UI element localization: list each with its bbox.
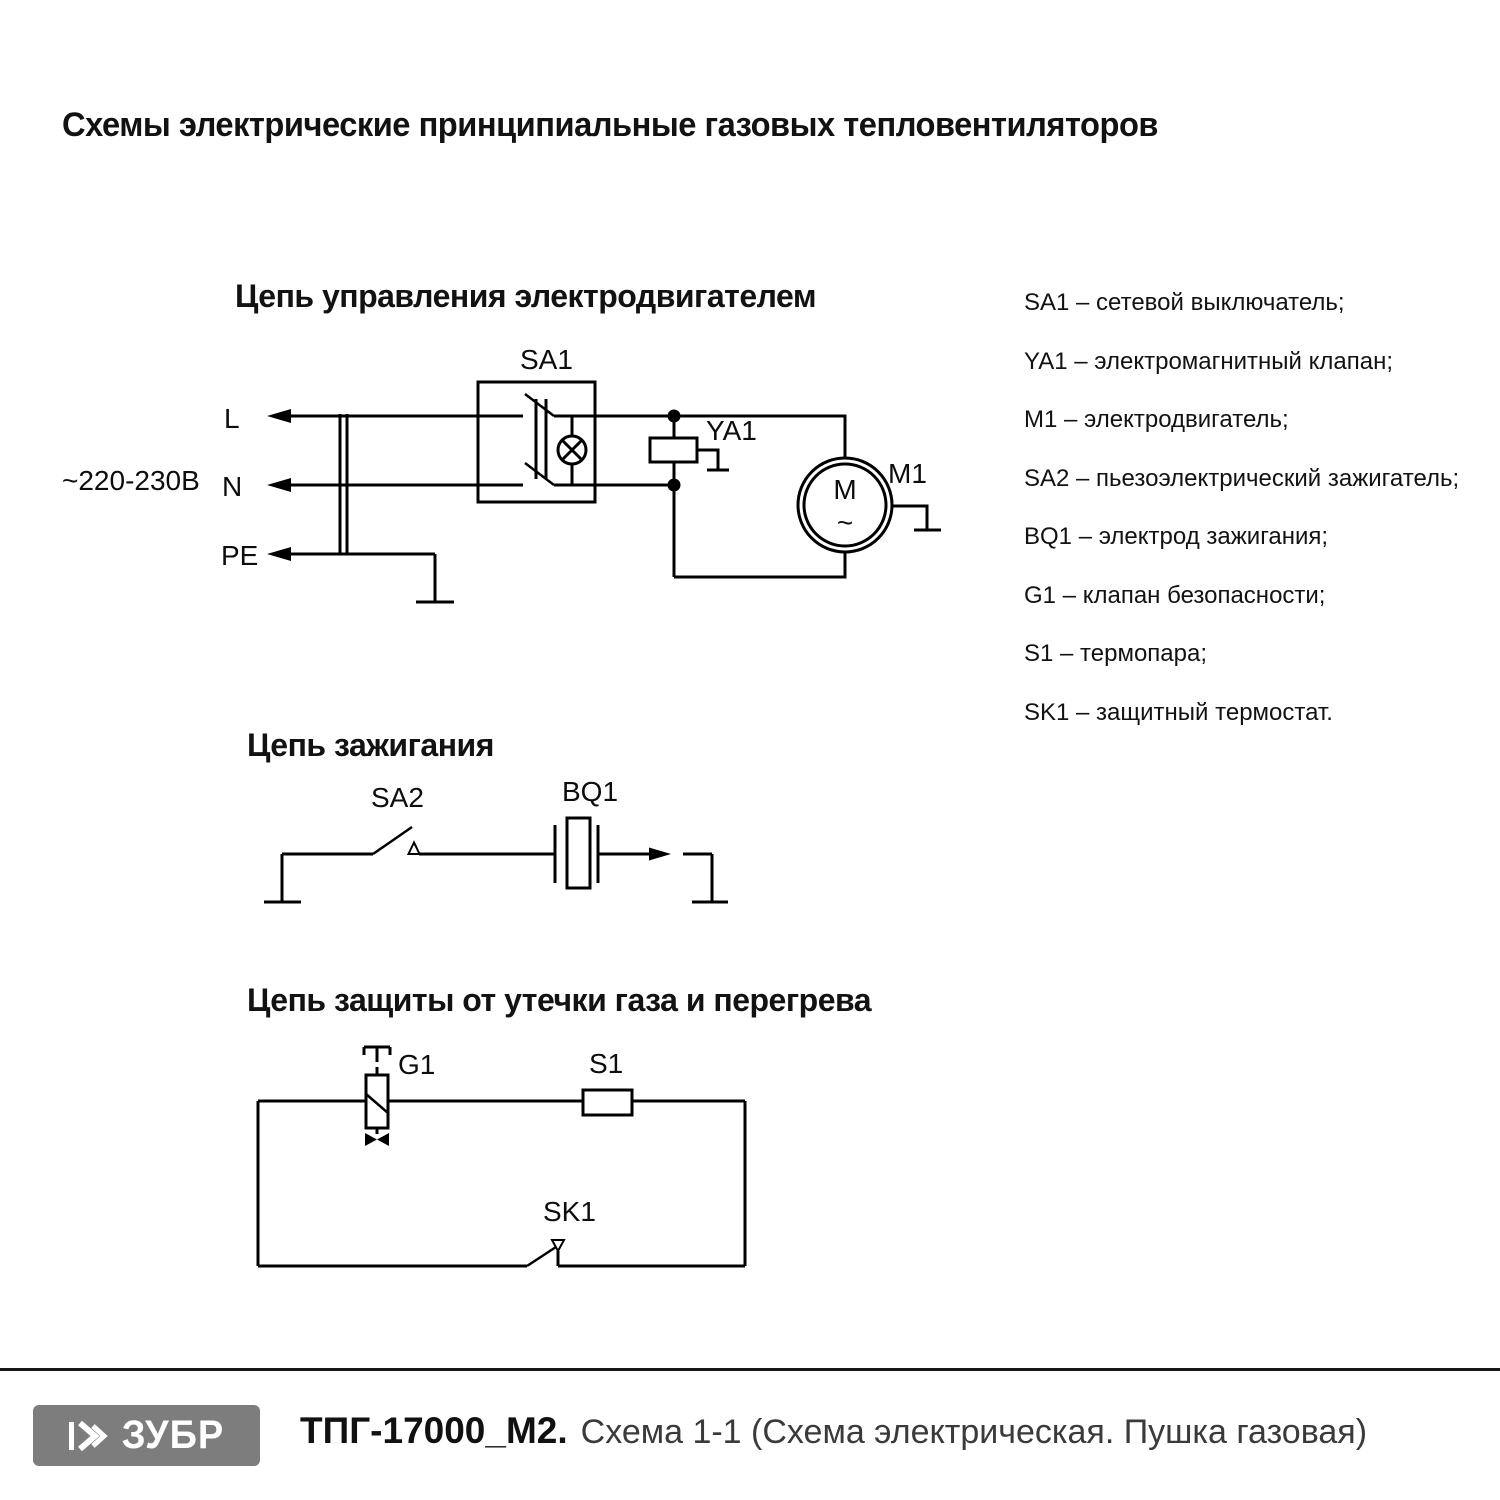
motor-control-diagram bbox=[40, 340, 960, 620]
zubr-logo bbox=[33, 1405, 260, 1466]
protection-diagram bbox=[230, 1035, 790, 1280]
supply-arrow-icons bbox=[267, 409, 291, 561]
motor-ac-symbol: ~ bbox=[836, 507, 854, 538]
footer-divider bbox=[0, 1368, 1500, 1371]
m1-label: M1 bbox=[888, 458, 927, 489]
legend bbox=[1024, 289, 1484, 757]
supply-voltage-label: ~220-230В bbox=[62, 465, 200, 496]
legend-item: M1 – электродвигатель; bbox=[1024, 406, 1289, 433]
ignition-circuit-heading: Цепь зажигания bbox=[247, 727, 494, 763]
lamp-icon bbox=[558, 436, 586, 464]
model-number: ТПГ-17000_М2. bbox=[300, 1410, 568, 1451]
s1-label: S1 bbox=[589, 1048, 624, 1079]
legend-item: BQ1 – электрод зажигания; bbox=[1024, 523, 1329, 550]
s1-thermocouple-symbol bbox=[583, 1090, 632, 1115]
g1-valve-symbol bbox=[364, 1047, 390, 1146]
page-title: Схемы электрические принципиальные газовых тепловентиляторов bbox=[62, 106, 1158, 144]
sa2-label: SA2 bbox=[371, 782, 424, 813]
legend-item: SA2 – пьезоэлектрический зажигатель; bbox=[1024, 464, 1460, 492]
line-pe-label: PE bbox=[221, 540, 259, 571]
brand-name: ЗУБР bbox=[121, 1413, 224, 1457]
legend-item: SK1 – защитный термостат. bbox=[1024, 698, 1333, 726]
bq1-label: BQ1 bbox=[562, 776, 619, 807]
bq1-electrode-symbol bbox=[555, 818, 598, 888]
arrow-icon bbox=[649, 848, 671, 861]
legend-item: S1 – термопара; bbox=[1024, 640, 1208, 667]
legend-item: G1 – клапан безопасности; bbox=[1024, 581, 1326, 609]
line-n-label: N bbox=[222, 471, 243, 502]
sk1-label: SK1 bbox=[543, 1196, 596, 1227]
ground-icon bbox=[264, 854, 301, 902]
g1-label: G1 bbox=[398, 1049, 436, 1080]
legend-item: YA1 – электромагнитный клапан; bbox=[1024, 347, 1394, 375]
ground-icon bbox=[683, 854, 728, 902]
junction-dot bbox=[668, 410, 681, 423]
motor-circuit-heading: Цепь управления электродвигателем bbox=[235, 278, 817, 314]
ya1-label: YA1 bbox=[706, 415, 757, 446]
protection-circuit-heading: Цепь защиты от утечки газа и перегрева bbox=[247, 982, 872, 1018]
ground-icon bbox=[416, 554, 454, 602]
footer-caption-line bbox=[300, 1410, 1367, 1452]
scheme-caption: Схема 1-1 (Схема электрическая. Пушка газовая) bbox=[580, 1413, 1368, 1451]
sa1-label: SA1 bbox=[520, 344, 573, 375]
motor-letter: M bbox=[833, 474, 857, 505]
sk1-thermostat-symbol bbox=[527, 1240, 564, 1266]
zubr-logo-icon bbox=[67, 1416, 109, 1456]
legend-item: SA1 – сетевой выключатель; bbox=[1024, 289, 1345, 316]
ignition-diagram bbox=[230, 770, 760, 920]
sa2-switch-symbol bbox=[373, 827, 420, 854]
junction-dot bbox=[668, 479, 681, 492]
line-l-label: L bbox=[224, 403, 240, 434]
